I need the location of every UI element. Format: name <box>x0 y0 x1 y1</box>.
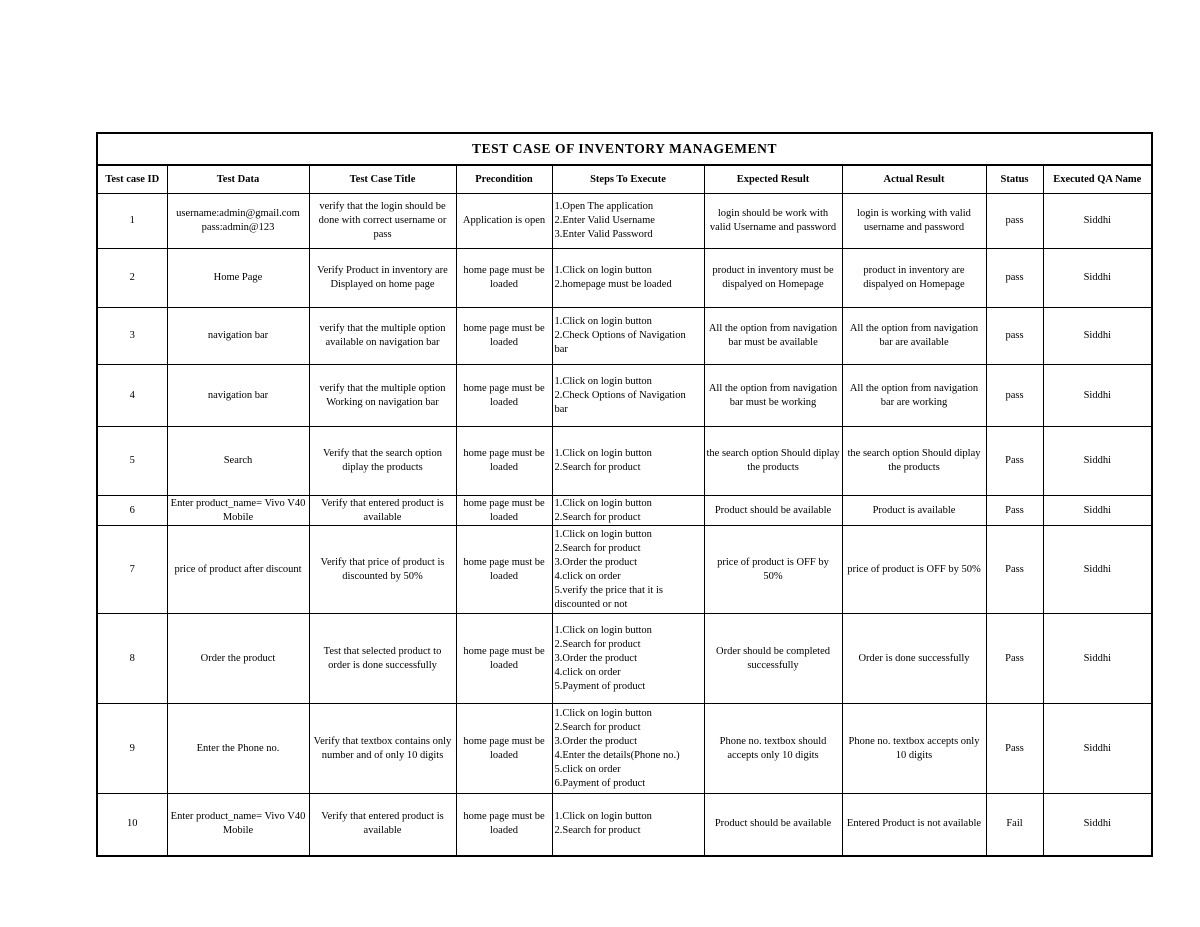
step-item: 1.Click on login button <box>554 316 652 327</box>
actual-result-cell: Product is available <box>842 496 986 526</box>
test-data-cell: price of product after discount <box>167 526 309 614</box>
step-item: 2.Check Options of Navigation bar <box>554 330 686 355</box>
step-item: 1.Click on login button <box>554 265 652 276</box>
sheet-title: TEST CASE OF INVENTORY MANAGEMENT <box>97 133 1152 165</box>
table-row <box>97 365 1152 427</box>
step-item: 3.Order the product <box>554 735 638 747</box>
status-cell: Pass <box>986 614 1043 704</box>
expected-result-cell: product in inventory must be dispalyed on Homepage <box>704 249 842 308</box>
step-item: 4.Enter the details(Phone no.) <box>554 749 680 761</box>
step-item: 2.Search for product <box>554 511 641 523</box>
expected-result-cell: Phone no. textbox should accepts only 10 digits <box>704 704 842 794</box>
actual-result-cell: Order is done successfully <box>842 614 986 704</box>
step-item: 3.Enter Valid Password <box>554 229 653 240</box>
test-case-title-cell: Verify that textbox contains only number and of only 10 digits <box>309 704 456 794</box>
test-case-id-cell: 2 <box>97 249 167 308</box>
qa-name-cell: Siddhi <box>1043 308 1152 365</box>
actual-result-cell: All the option from navigation bar are working <box>842 365 986 427</box>
step-item: 1.Click on login button <box>554 624 652 636</box>
table-row <box>97 704 1152 794</box>
status-cell: pass <box>986 308 1043 365</box>
actual-result-cell: price of product is OFF by 50% <box>842 526 986 614</box>
step-item: 1.Click on login button <box>554 707 652 719</box>
column-header: Status <box>986 165 1043 194</box>
steps-cell <box>552 308 704 365</box>
step-item: 2.homepage must be loaded <box>554 279 672 290</box>
qa-name-cell: Siddhi <box>1043 365 1152 427</box>
test-case-id-cell: 3 <box>97 308 167 365</box>
precondition-cell: home page must be loaded <box>456 427 552 496</box>
test-case-id-cell: 1 <box>97 194 167 249</box>
test-data-cell: Enter the Phone no. <box>167 704 309 794</box>
precondition-cell: home page must be loaded <box>456 308 552 365</box>
column-header: Test Case Title <box>309 165 456 194</box>
qa-name-cell: Siddhi <box>1043 496 1152 526</box>
precondition-cell: home page must be loaded <box>456 365 552 427</box>
qa-name-cell: Siddhi <box>1043 526 1152 614</box>
qa-name-cell: Siddhi <box>1043 249 1152 308</box>
step-item: 3.Order the product <box>554 652 638 664</box>
status-cell: pass <box>986 194 1043 249</box>
status-cell: Pass <box>986 496 1043 526</box>
table-row <box>97 794 1152 856</box>
actual-result-cell: Phone no. textbox accepts only 10 digits <box>842 704 986 794</box>
steps-cell <box>552 794 704 856</box>
column-header: Expected Result <box>704 165 842 194</box>
table-row <box>97 249 1152 308</box>
test-case-title-cell: verify that the multiple option available on navigation bar <box>309 308 456 365</box>
step-item: 5.Payment of product <box>554 680 646 692</box>
step-item: 1.Click on login button <box>554 811 652 823</box>
column-header: Test Data <box>167 165 309 194</box>
status-cell: Fail <box>986 794 1043 856</box>
test-case-table <box>96 132 1153 857</box>
table-row <box>97 614 1152 704</box>
table-row <box>97 308 1152 365</box>
precondition-cell: home page must be loaded <box>456 614 552 704</box>
step-item: 4.click on order <box>554 666 621 678</box>
column-header: Steps To Execute <box>552 165 704 194</box>
step-item: 1.Click on login button <box>554 528 652 540</box>
step-item: 1.Click on login button <box>554 448 652 459</box>
test-case-title-cell: verify that the multiple option Working on navigation bar <box>309 365 456 427</box>
step-item: 3.Order the product <box>554 556 638 568</box>
step-item: 1.Open The application <box>554 201 654 212</box>
qa-name-cell: Siddhi <box>1043 194 1152 249</box>
qa-name-cell: Siddhi <box>1043 704 1152 794</box>
test-data-cell: Enter product_name= Vivo V40 Mobile <box>167 496 309 526</box>
precondition-cell: home page must be loaded <box>456 249 552 308</box>
test-data-cell: Search <box>167 427 309 496</box>
step-item: 5.verify the price that it is discounted or not <box>554 584 663 610</box>
test-case-id-cell: 9 <box>97 704 167 794</box>
test-data-cell: Order the product <box>167 614 309 704</box>
expected-result-cell: login should be work with valid Username and password <box>704 194 842 249</box>
actual-result-cell: Entered Product is not available <box>842 794 986 856</box>
test-case-title-cell: Verify that price of product is discounted by 50% <box>309 526 456 614</box>
test-case-title-cell: verify that the login should be done with correct username or pass <box>309 194 456 249</box>
expected-result-cell: All the option from navigation bar must be working <box>704 365 842 427</box>
test-case-title-cell: Test that selected product to order is done successfully <box>309 614 456 704</box>
table-row <box>97 427 1152 496</box>
status-cell: Pass <box>986 526 1043 614</box>
test-case-title-cell: Verify that the search option diplay the products <box>309 427 456 496</box>
expected-result-cell: All the option from navigation bar must be available <box>704 308 842 365</box>
step-item: 2.Search for product <box>554 542 641 554</box>
column-header: Test case ID <box>97 165 167 194</box>
steps-cell <box>552 194 704 249</box>
test-case-id-cell: 5 <box>97 427 167 496</box>
test-case-title-cell: Verify that entered product is available <box>309 496 456 526</box>
expected-result-cell: Product should be available <box>704 496 842 526</box>
actual-result-cell: login is working with valid username and password <box>842 194 986 249</box>
test-data-cell: username:admin@gmail.com pass:admin@123 <box>167 194 309 249</box>
status-cell: Pass <box>986 704 1043 794</box>
test-case-title-cell: Verify Product in inventory are Displayed on home page <box>309 249 456 308</box>
column-header: Actual Result <box>842 165 986 194</box>
actual-result-cell: the search option Should diplay the products <box>842 427 986 496</box>
test-case-id-cell: 4 <box>97 365 167 427</box>
steps-cell <box>552 365 704 427</box>
table-row <box>97 496 1152 526</box>
qa-name-cell: Siddhi <box>1043 794 1152 856</box>
steps-cell <box>552 427 704 496</box>
step-item: 2.Search for product <box>554 462 641 473</box>
test-data-cell: navigation bar <box>167 308 309 365</box>
status-cell: pass <box>986 365 1043 427</box>
qa-name-cell: Siddhi <box>1043 427 1152 496</box>
precondition-cell: home page must be loaded <box>456 526 552 614</box>
step-item: 2.Check Options of Navigation bar <box>554 389 686 415</box>
step-item: 1.Click on login button <box>554 497 652 509</box>
steps-cell <box>552 526 704 614</box>
actual-result-cell: product in inventory are dispalyed on Homepage <box>842 249 986 308</box>
steps-cell <box>552 249 704 308</box>
step-item: 2.Enter Valid Username <box>554 215 655 226</box>
test-data-cell: navigation bar <box>167 365 309 427</box>
step-item: 5.click on order <box>554 763 621 775</box>
test-case-id-cell: 8 <box>97 614 167 704</box>
precondition-cell: home page must be loaded <box>456 794 552 856</box>
precondition-cell: Application is open <box>456 194 552 249</box>
table-row <box>97 526 1152 614</box>
test-case-id-cell: 7 <box>97 526 167 614</box>
table-body <box>97 194 1152 856</box>
precondition-cell: home page must be loaded <box>456 704 552 794</box>
expected-result-cell: Order should be completed successfully <box>704 614 842 704</box>
test-data-cell: Home Page <box>167 249 309 308</box>
steps-cell <box>552 614 704 704</box>
table-row <box>97 194 1152 249</box>
test-case-id-cell: 6 <box>97 496 167 526</box>
header-row <box>97 165 1152 194</box>
step-item: 1.Click on login button <box>554 375 652 387</box>
step-item: 4.click on order <box>554 570 621 582</box>
qa-name-cell: Siddhi <box>1043 614 1152 704</box>
test-case-title-cell: Verify that entered product is available <box>309 794 456 856</box>
step-item: 2.Search for product <box>554 638 641 650</box>
step-item: 6.Payment of product <box>554 777 646 789</box>
expected-result-cell: price of product is OFF by 50% <box>704 526 842 614</box>
test-data-cell: Enter product_name= Vivo V40 Mobile <box>167 794 309 856</box>
precondition-cell: home page must be loaded <box>456 496 552 526</box>
status-cell: Pass <box>986 427 1043 496</box>
column-header: Executed QA Name <box>1043 165 1152 194</box>
actual-result-cell: All the option from navigation bar are available <box>842 308 986 365</box>
steps-cell <box>552 496 704 526</box>
steps-cell <box>552 704 704 794</box>
step-item: 2.Search for product <box>554 721 641 733</box>
expected-result-cell: the search option Should diplay the products <box>704 427 842 496</box>
test-case-id-cell: 10 <box>97 794 167 856</box>
test-case-sheet <box>96 132 1151 857</box>
status-cell: pass <box>986 249 1043 308</box>
step-item: 2.Search for product <box>554 825 641 837</box>
column-header: Precondition <box>456 165 552 194</box>
expected-result-cell: Product should be available <box>704 794 842 856</box>
